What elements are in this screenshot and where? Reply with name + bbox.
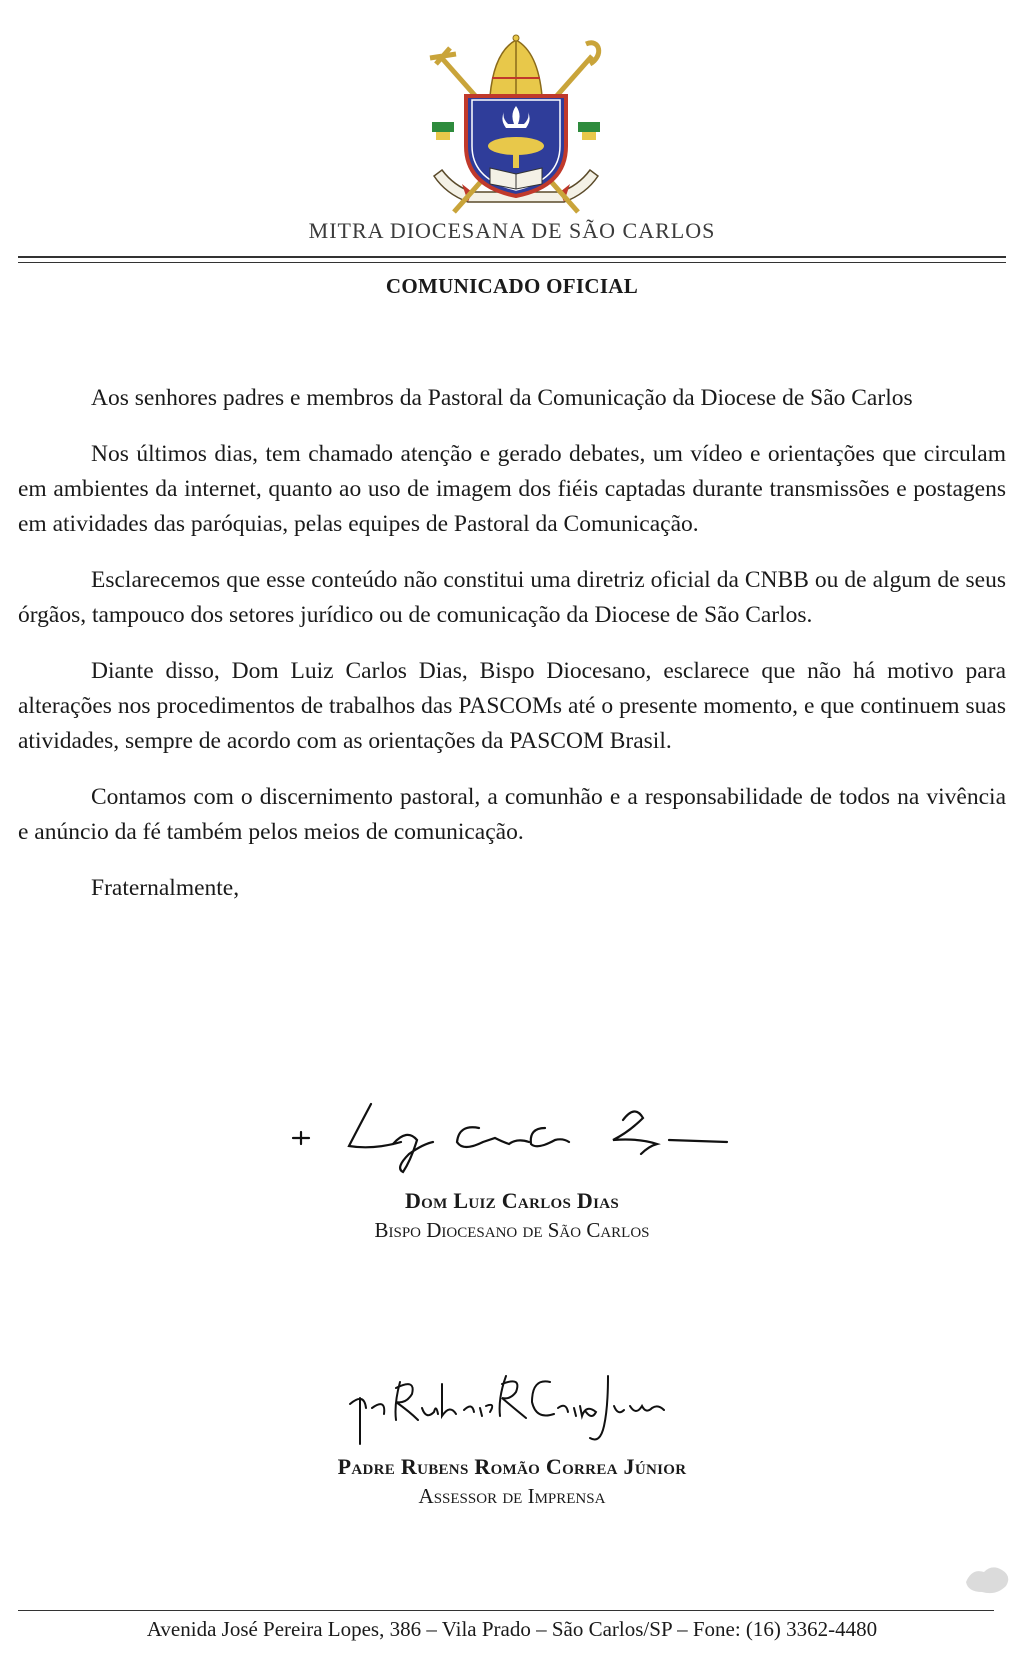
footer-address: Avenida José Pereira Lopes, 386 – Vila Prado – São Carlos/SP – Fone: (16) 3362-4480: [146, 1617, 878, 1641]
signer-role: Assessor de Imprensa: [418, 1484, 606, 1508]
letter-body: [18, 381, 1006, 927]
header-divider: [18, 256, 1006, 258]
body-paragraph: Diante disso, Dom Luiz Carlos Dias, Bispo Diocesano, esclarece que não há motivo para alterações nos procedimentos de trabalhos das PASCOMs até o presente momento, e que continuem suas atividades, sempre de acordo com as orientações da PASCOM Brasil.: [18, 658, 1006, 754]
watermark-icon: [962, 1562, 1012, 1598]
footer-divider: [18, 1610, 994, 1611]
body-paragraph: Esclarecemos que esse conteúdo não constitui uma diretriz oficial da CNBB ou de algum de seus órgãos, tampouco dos setores jurídico ou de comunicação da Diocese de São Carlos.: [18, 567, 1006, 628]
handwritten-signature-icon: [346, 1368, 676, 1448]
signer-role: Bispo Diocesano de São Carlos: [374, 1218, 650, 1242]
header-divider-thin: [18, 262, 1006, 263]
closing-line: Fraternalmente,: [91, 875, 240, 901]
organization-name: MITRA DIOCESANA DE SÃO CARLOS: [308, 218, 716, 243]
body-paragraph: Contamos com o discernimento pastoral, a comunhão e a responsabilidade de todos na vivência e anúncio da fé também pelos meios de comunicação.: [18, 784, 1006, 845]
body-paragraph: Nos últimos dias, tem chamado atenção e gerado debates, um vídeo e orientações que circulam em ambientes da internet, quanto ao uso de imagem dos fiéis captadas durante transmissões e postagens em atividades das paróquias, pelas equipes de Pastoral da Comunicação.: [18, 441, 1006, 537]
document-title: COMUNICADO OFICIAL: [385, 274, 639, 298]
diocese-coat-of-arms-icon: [428, 34, 604, 219]
signer-name: Padre Rubens Romão Correa Júnior: [337, 1454, 687, 1479]
signer-name: Dom Luiz Carlos Dias: [404, 1188, 620, 1213]
salutation-paragraph: Aos senhores padres e membros da Pastoral da Comunicação da Diocese de São Carlos: [91, 385, 913, 411]
handwritten-signature-icon: [283, 1098, 743, 1180]
